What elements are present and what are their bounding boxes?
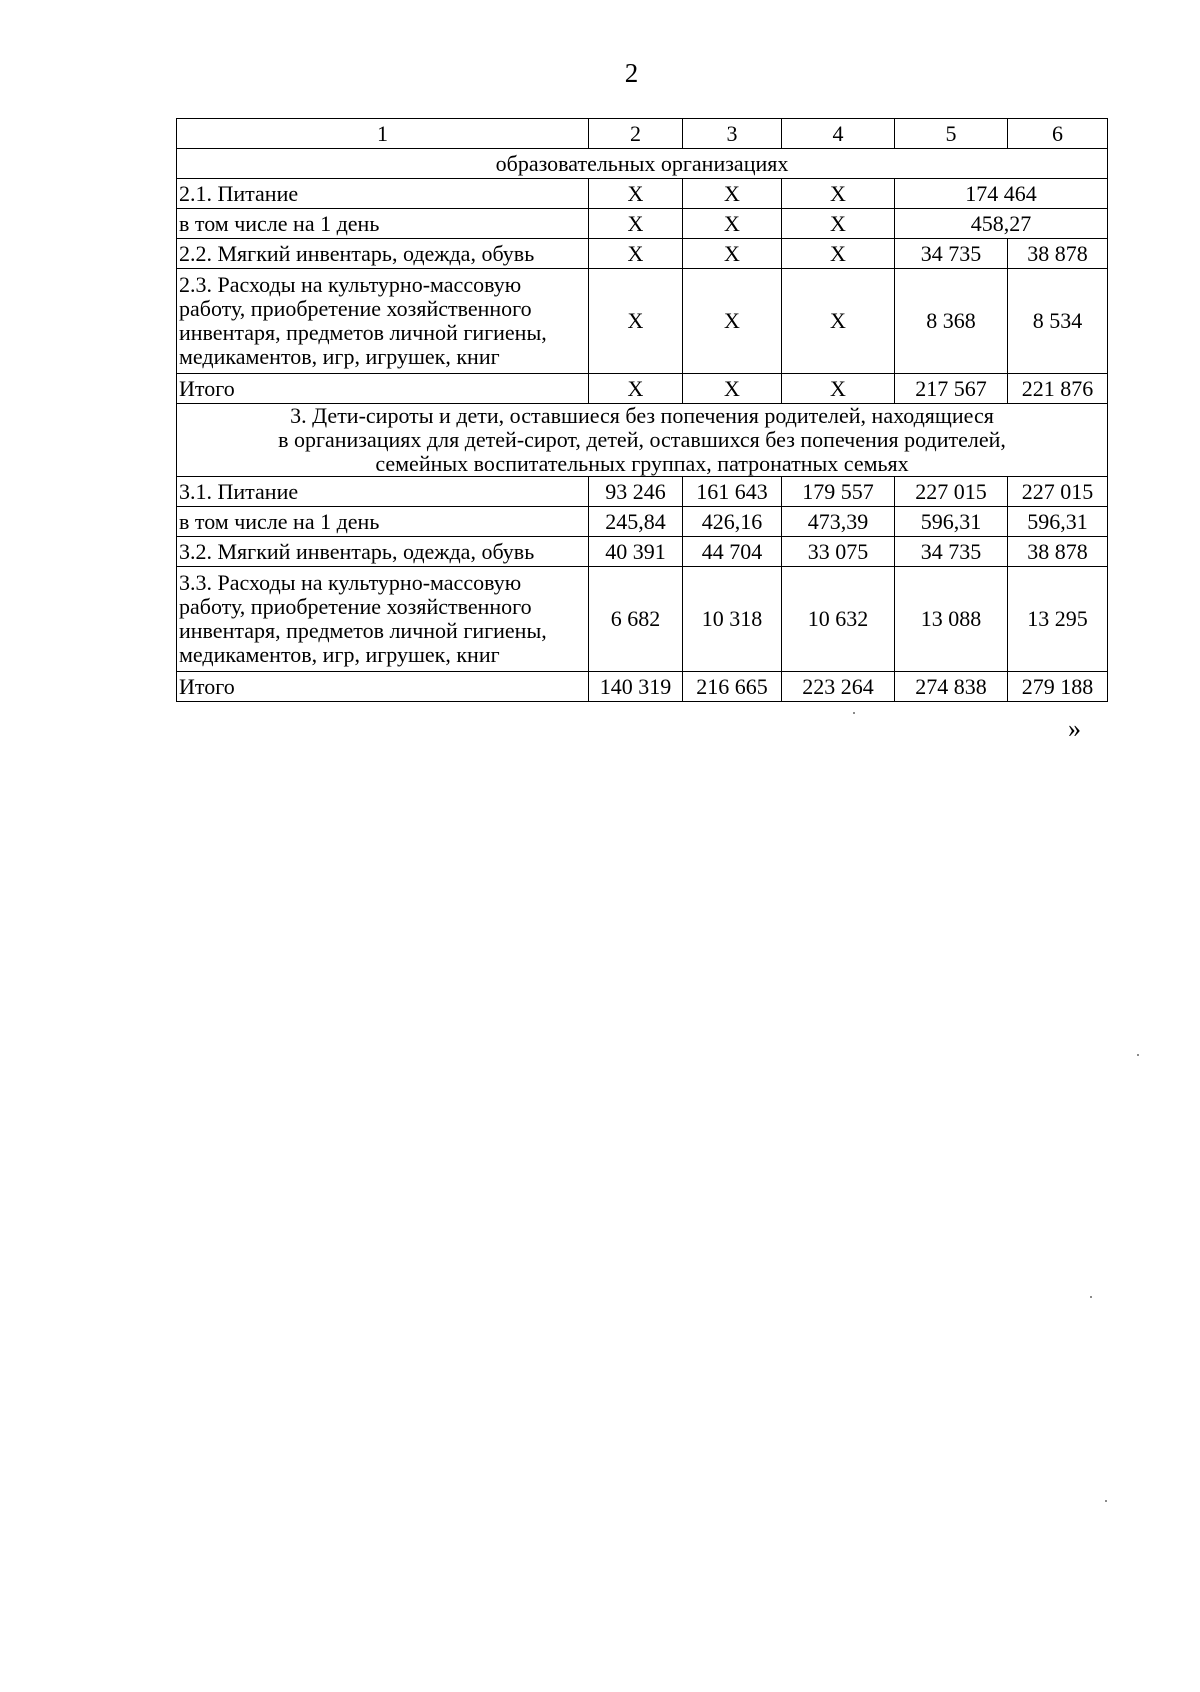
merged-cell: 174 464 [895, 179, 1108, 209]
label-line: 3.3. Расходы на культурно-массовую [179, 570, 522, 595]
cell: 221 876 [1008, 374, 1108, 404]
header-cell: 4 [782, 119, 895, 149]
cell: 93 246 [589, 477, 683, 507]
cell: Х [589, 239, 683, 269]
section-title-row [177, 149, 1108, 179]
cell: Х [782, 374, 895, 404]
cell: 34 735 [895, 239, 1008, 269]
cell: Х [683, 374, 782, 404]
label-line: работу, приобретение хозяйственного [179, 296, 532, 321]
title-line: семейных воспитательных группах, патронатных семьях [375, 451, 909, 476]
section-title-row [177, 404, 1108, 477]
row-label: Итого [177, 374, 589, 404]
table-row [177, 179, 1108, 209]
cell: 223 264 [782, 672, 895, 702]
label-line: 2.3. Расходы на культурно-массовую [179, 272, 522, 297]
label-line: инвентаря, предметов личной гигиены, [179, 320, 547, 345]
cell: Х [683, 179, 782, 209]
title-line: в организациях для детей-сирот, детей, оставшихся без попечения родителей, [278, 427, 1006, 452]
cell: Х [589, 179, 683, 209]
cell: 596,31 [895, 507, 1008, 537]
total-row [177, 374, 1108, 404]
cell: 279 188 [1008, 672, 1108, 702]
cell: 38 878 [1008, 537, 1108, 567]
cell: Х [782, 179, 895, 209]
table-row [177, 567, 1108, 672]
expenses-table [176, 118, 1108, 702]
cell: 473,39 [782, 507, 895, 537]
cell: 161 643 [683, 477, 782, 507]
scan-speck [853, 712, 855, 714]
cell: 38 878 [1008, 239, 1108, 269]
table-row [177, 239, 1108, 269]
table-row [177, 209, 1108, 239]
cell: Х [782, 269, 895, 374]
cell: 6 682 [589, 567, 683, 672]
table-row [177, 269, 1108, 374]
cell: 245,84 [589, 507, 683, 537]
page-number: 2 [624, 58, 639, 88]
cell: Х [589, 374, 683, 404]
label-line: работу, приобретение хозяйственного [179, 594, 532, 619]
row-label: Итого [177, 672, 589, 702]
header-cell: 1 [177, 119, 589, 149]
cell: 179 557 [782, 477, 895, 507]
cell: 33 075 [782, 537, 895, 567]
merged-cell: 458,27 [895, 209, 1108, 239]
section-2-title: образовательных организациях [177, 149, 1108, 179]
cell: 40 391 [589, 537, 683, 567]
cell: 10 632 [782, 567, 895, 672]
table-row [177, 537, 1108, 567]
table-row [177, 477, 1108, 507]
cell: 227 015 [895, 477, 1008, 507]
header-cell: 2 [589, 119, 683, 149]
label-line: инвентаря, предметов личной гигиены, [179, 618, 547, 643]
row-label [177, 567, 589, 672]
row-label: в том числе на 1 день [177, 507, 589, 537]
row-label: 2.2. Мягкий инвентарь, одежда, обувь [177, 239, 589, 269]
scan-speck [1105, 1500, 1107, 1502]
cell: 596,31 [1008, 507, 1108, 537]
row-label: в том числе на 1 день [177, 209, 589, 239]
header-cell: 5 [895, 119, 1008, 149]
cell: Х [782, 209, 895, 239]
label-line: медикаментов, игр, игрушек, книг [179, 642, 500, 667]
cell: Х [782, 239, 895, 269]
row-label: 2.1. Питание [177, 179, 589, 209]
cell: 8 534 [1008, 269, 1108, 374]
closing-quote: » [1068, 714, 1081, 743]
row-label: 3.1. Питание [177, 477, 589, 507]
cell: 216 665 [683, 672, 782, 702]
header-row [177, 119, 1108, 149]
cell: Х [589, 269, 683, 374]
cell: 426,16 [683, 507, 782, 537]
row-label [177, 269, 589, 374]
cell: 8 368 [895, 269, 1008, 374]
cell: 10 318 [683, 567, 782, 672]
section-3-title [177, 404, 1108, 477]
cell: 34 735 [895, 537, 1008, 567]
header-cell: 6 [1008, 119, 1108, 149]
cell: 227 015 [1008, 477, 1108, 507]
row-label: 3.2. Мягкий инвентарь, одежда, обувь [177, 537, 589, 567]
cell: 140 319 [589, 672, 683, 702]
cell: 274 838 [895, 672, 1008, 702]
header-cell: 3 [683, 119, 782, 149]
label-line: медикаментов, игр, игрушек, книг [179, 344, 500, 369]
cell: 13 088 [895, 567, 1008, 672]
title-line: 3. Дети-сироты и дети, оставшиеся без попечения родителей, находящиеся [290, 403, 994, 428]
scan-speck [1090, 1296, 1092, 1298]
cell: Х [683, 209, 782, 239]
cell: 217 567 [895, 374, 1008, 404]
cell: Х [589, 209, 683, 239]
cell: Х [683, 239, 782, 269]
cell: Х [683, 269, 782, 374]
scan-speck [1137, 1054, 1139, 1056]
cell: 44 704 [683, 537, 782, 567]
table-row [177, 507, 1108, 537]
cell: 13 295 [1008, 567, 1108, 672]
total-row [177, 672, 1108, 702]
